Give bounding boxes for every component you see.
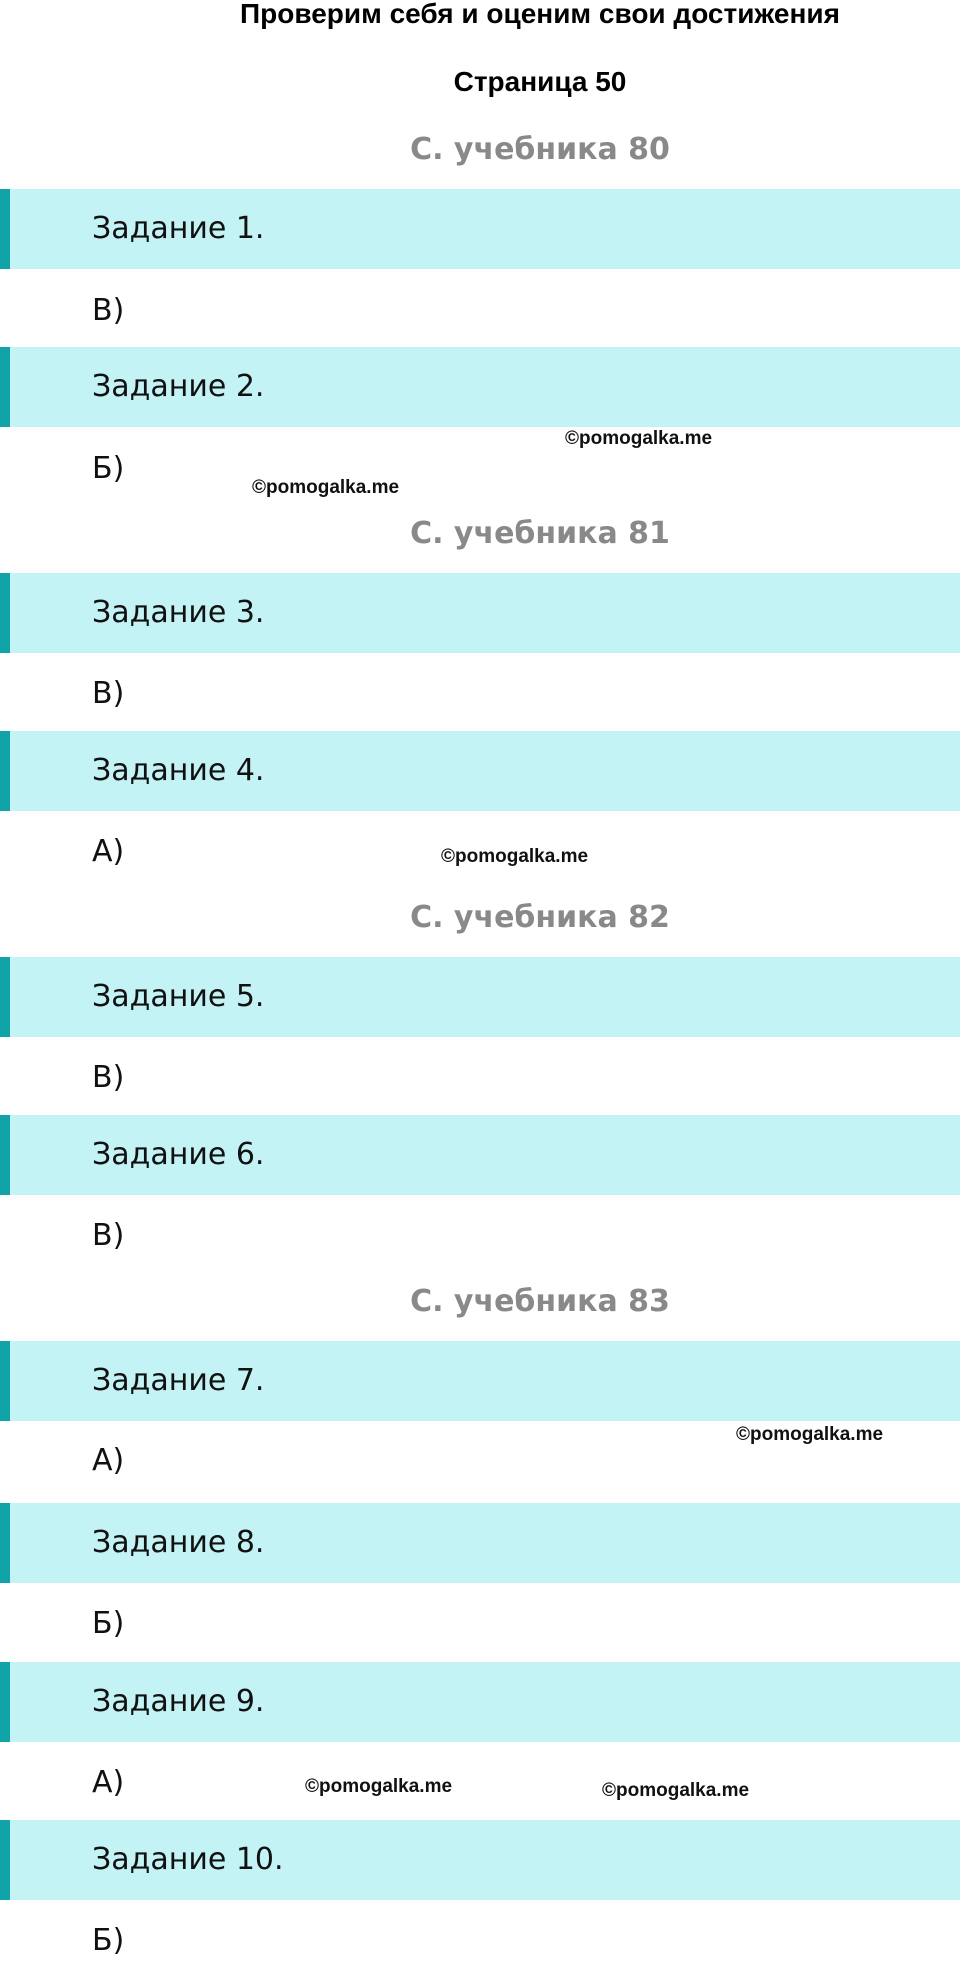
task-answer: Б) xyxy=(92,1923,125,1958)
task-answer: А) xyxy=(92,1443,125,1478)
watermark: ©pomogalka.me xyxy=(305,1776,453,1797)
task-answer: В) xyxy=(92,1060,125,1095)
watermark: ©pomogalka.me xyxy=(252,477,400,498)
task-answer: В) xyxy=(92,676,125,711)
task-bar xyxy=(0,1115,960,1195)
task-bar xyxy=(0,1662,960,1742)
task-label: Задание 8. xyxy=(92,1525,265,1560)
task-bar xyxy=(0,347,960,427)
watermark: ©pomogalka.me xyxy=(565,428,713,449)
watermark: ©pomogalka.me xyxy=(736,1424,884,1445)
task-label: Задание 1. xyxy=(92,211,265,246)
task-answer: В) xyxy=(92,1218,125,1253)
task-answer: А) xyxy=(92,834,125,869)
task-bar xyxy=(0,1341,960,1421)
task-label: Задание 3. xyxy=(92,595,265,630)
task-label: Задание 5. xyxy=(92,979,265,1014)
task-bar xyxy=(0,1503,960,1583)
task-answer: Б) xyxy=(92,451,125,486)
page-title: Проверим себя и оценим свои достижения xyxy=(240,0,840,29)
task-bar xyxy=(0,573,960,653)
page-subtitle: Страница 50 xyxy=(453,66,627,97)
task-bar xyxy=(0,1820,960,1900)
task-label: Задание 2. xyxy=(92,369,265,404)
task-answer: Б) xyxy=(92,1606,125,1641)
watermark: ©pomogalka.me xyxy=(441,846,589,867)
task-label: Задание 6. xyxy=(92,1137,265,1172)
section-heading: С. учебника 83 xyxy=(410,1284,670,1319)
task-bar xyxy=(0,731,960,811)
section-heading: С. учебника 82 xyxy=(410,900,670,935)
watermark: ©pomogalka.me xyxy=(602,1780,750,1801)
task-bar xyxy=(0,957,960,1037)
task-label: Задание 7. xyxy=(92,1363,265,1398)
task-answer: В) xyxy=(92,293,125,328)
task-label: Задание 4. xyxy=(92,753,265,788)
task-label: Задание 10. xyxy=(92,1842,284,1877)
task-answer: А) xyxy=(92,1765,125,1800)
section-heading: С. учебника 81 xyxy=(410,516,670,551)
section-heading: С. учебника 80 xyxy=(410,132,670,167)
task-label: Задание 9. xyxy=(92,1684,265,1719)
task-bar xyxy=(0,189,960,269)
